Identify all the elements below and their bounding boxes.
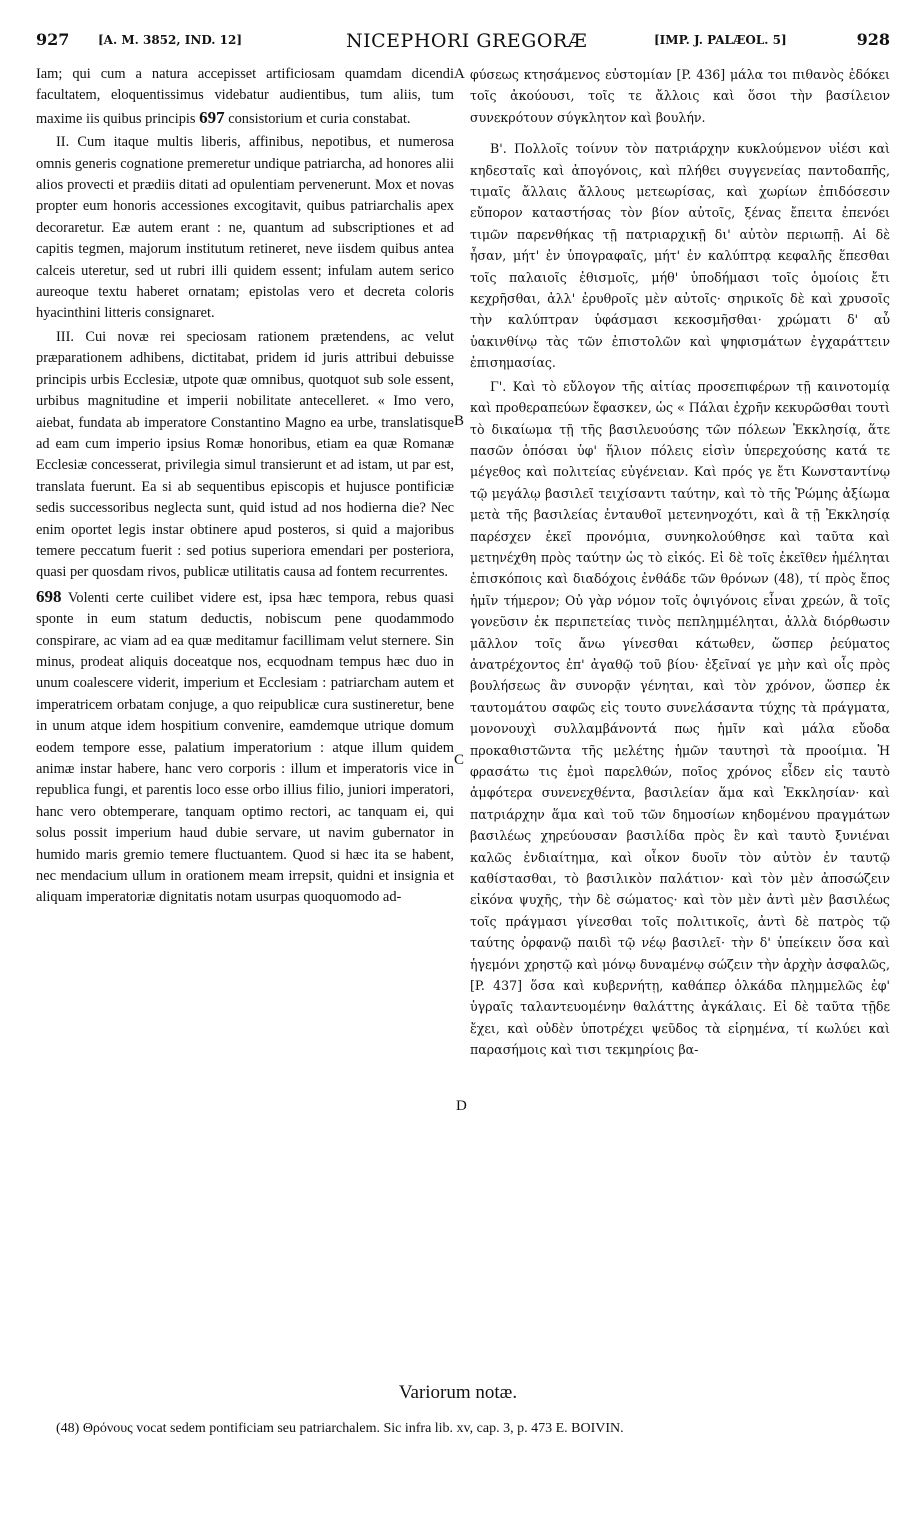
notes-heading: Variorum notæ. [398, 1382, 518, 1403]
margin-letter-a: A [454, 66, 465, 82]
page-marker-697: 697 [199, 107, 225, 127]
latin-p4-text: Volenti certe cuilibet videre est, ipsa hæc tempora, rebus quasi sponte in eum statum deductis, nobiscum pene quodammodo conspirare, ac viam ad ea quæ meditamur facillimam velut sternere. Sin minus, prodeat aliquis doceatque nos, ecquodnam tempus hæc duo in unum coalescere viderit, imperium et Ecclesiam : patriarcham autem et imperatricem orbatam conjuge, a quo reipublicæ cura sustineretur, bene in unum atque idem hospitium convenire, eamdemque utrique domum eodem tempore esse, palatium imperatorium : atque illum quidem animæ instar habere, hanc vero corporis : illum et imperatoris vice in republica fungi, et parentis loco esse orbo illius filio, juniori imperatori, hanc vero obtemperare, tanquam optimo rectori, ac tanquam ei, qui solus possit imperium haud dubie servare, ut navim gubernator in humido maris gremio temere fluctuantem. Quod si hæc ita se habent, nec mendacium ullum in orationem meam irrepsit, quidni et insignia et aliquam imperatoriæ dignitatis notam usurpas quoquomodo ad- [36, 589, 454, 906]
left-header-info: [A. M. 3852, IND. 12] [98, 33, 243, 47]
greek-paragraph-2: Β'. Πολλοῖς τοίνυν τὸν πατριάρχην κυκλούμενον υἱέσι καὶ κηδεσταῖς καὶ ἀπογόνοις, καὶ πλήθει συγγενείας παντοδαπῆς, τιμαῖς ἄλλαις ἄλλους μετεωρίσας, καὶ χωρίων ἐπιδόσεσιν εὔπορον καταστήσας τὸν βίον αὐτοῖς, ξένας ἔπειτα ἐπενόει τιμῶν παρενθήκας τῇ πατριαρχικῇ δι' αὐτὸν περιωπῇ. Αἱ δὲ ἦσαν, μήτ' ἐν ὑπογραφαῖς, μήτ' ἐν καλύπτρᾳ κεφαλῆς ἕπεσθαι τοῖς παλαιοῖς ἐθισμοῖς, μήθ' ὑποδήμασι τοῖς ὁμοίοις ἔτι κεχρῆσθαι, ἀλλ' ἐρυθροῖς μὲν αὐτοῖς· σηρικοῖς δὲ καὶ χρυσοῖς τὴν καλύπτραν ὑφάσμασι κεκοσμῆσθαι· χρώματι δ' αὖ ὑακινθίνῳ τὰς τῶν ἐπιστολῶν καὶ ψηφισμάτων ἐγχαράττειν ἐπισημασίας. [470, 141, 890, 371]
left-page-number: 927 [36, 30, 70, 49]
latin-paragraph-2: II. Cum itaque multis liberis, affinibus, nepotibus, et numerosa omnis generis cognatione premeretur undique patriarcha, ad honores alii alios provecti et prædiis ditati ad opulentiam pervenerunt. Mox et novas propter eum honoris accessiones excogitavit, quibus patriarchalis apex decoraretur. Eæ autem erant : ne, quantum ad subscriptiones et ad capitis tegmen, majorum institutum retineret, neve iisdem quibus antea calceis uteretur, sed ut rubri illi quidem essent; infulam autem serico aureoque textu haberet ornatam; epistolas vero et decreta coloris hyacinthini litteris consignaret. [36, 134, 454, 322]
greek-column [470, 64, 890, 1061]
margin-letter-c: C [454, 752, 465, 768]
latin-p1-text: Iam; qui cum a natura accepisset artificiosam quamdam dicendi facultatem, eloquentissimus videbatur audientibus, tum aliis, tum maxime iis quibus principis [36, 66, 454, 127]
running-title: NICEPHORI GREGORÆ [346, 30, 588, 52]
greek-paragraph-1: φύσεως κτησάμενος εὐστομίαν [P. 436] μάλα τοι πιθανὸς ἐδόκει τοῖς ἀκούουσι, τοῖς τε ἄλλοις καὶ ὅσοι τὴν βασίλειον συνεκρότουν σύγκλητον καὶ βουλήν. [470, 67, 890, 125]
latin-paragraph-3: III. Cui novæ rei speciosam rationem prætendens, ac velut præparationem adhibens, dictitabat, pridem id juris attribui debuisse principis urbis Ecclesiæ, utpote quæ omnibus, quotquot sub sole essent, urbibus magnitudine et imperii nobilitate antecelleret. « Imo vero, aiebat, fundata ab imperatore Constantino Magno ea urbe, translatisque ad eam cum imperio ipsius Romæ honoribus, etiam ea quæ Romanæ Ecclesiæ concesserat, privilegia simul transierunt et ad istam, ut par est, translata fuerunt. Ea si ab sequentibus episcopis et hujusce pontificiæ sedis successoribus neglecta sunt, quid istud ad nos hodierna die? Nec enim oportet legis instar obtinere apud posteros, si quid a majoribus temere peccatum fuerit : sed potius superiora emendari per posteriora, quasi per quosdam rivos, publicæ utilitatis causa ad fontem recurrentes. [36, 328, 454, 581]
right-header-info: [IMP. J. PALÆOL. 5] [654, 33, 787, 47]
margin-letter-b: B [454, 413, 465, 429]
margin-letter-d: D [456, 1098, 467, 1114]
right-page-number: 928 [856, 30, 890, 49]
greek-paragraph-3: Γ'. Καὶ τὸ εὔλογον τῆς αἰτίας προσεπιφέρων τῇ καινοτομίᾳ καὶ προθεραπεύων ἔφασκεν, ὡς « Πάλαι ἐχρῆν κεκυρῶσθαι τουτὶ τὸ δικαίωμα τῇ τῆς βασιλευούσης τῶν πόλεων Ἐκκλησίᾳ, ἅτε πασῶν ὁπόσαι ὑφ' ἥλιον πόλεις εἰσὶν ὑπερεχούσης κατά τε μέγεθος καὶ πολιτείας εὐγένειαν. Καὶ πρός γε ἔτι Κωνσταντίνῳ τῷ μεγάλῳ βασιλεῖ τειχίσαντι ταύτην, καὶ τὸ τῆς Ῥώμης ἀξίωμα μετὰ τῆς βασιλείας ἐνταυθοῖ μετενηνοχότι, καὶ ἃ τῇ Ἐκκλησίᾳ παρέσχεν ἐκεῖ προνόμια, συνηκολούθησε καὶ ταῦτα καὶ μετηνέχθη πρὸς ταύτην ὡς τὸ εἰκός. Εἰ δὲ τοῖς ἐκεῖθεν ἠμέληται ἐπισκόποις καὶ διαδόχοις ἐνθάδε τῶν θρόνων (48), τί πρὸς ἔπος ἡμῖν τήμερον; Οὐ γὰρ νόμον τοῖς ὀψιγόνοις εἶναι χρεών, ἃ τοῖς γονεῦσιν ἐκ περιπετείας τινὸς πεπλημμέληται, ἀλλὰ διόρθωσιν μᾶλλον τοῖς ἄνω γίνεσθαι κάτωθεν, ὥσπερ ῥεύματος ἀνατρέχοντος ἐπ' ἀγαθῷ τοῦ βίου· ἐξεῖναί γε μὴν καὶ οἷς πρὸς βουλήσεως ἂν συνορᾷν γένηται, καὶ τὸν χρόνον, ὥσπερ ἐκ ταυτομάτου σαφῶς εἰς τουτο συνελάσαντα τύχης τὰ πράγματα, μονονουχὶ συλλαμβάνοντά πως ἡμῖν καὶ μάλα εὔοδα προκαθιστῶντα τῆς μελέτης ἡμῶν ταυτησὶ τὰ προοίμια. Ἡ φρασάτω τις ἐμοὶ παρελθών, ποῖος χρόνος εἶδεν εἰς ταυτὸ ἀμφότερα συνενεχθέντα, βασιλείαν ἅμα καὶ Ἐκκλησίαν· καὶ πατριάρχην ἅμα καὶ τοῦ τῶν δημοσίων κηδομένου πραγμάτων βασιλέως χηρεύουσαν βασιλίδα πρὸς ἓν καὶ ταυτὸ ξυνιέναι καλῶς ἐνδιαίτημα, καὶ οἶκον δυοῖν τὸν αὐτὸν ἐν ταυτῷ καθίστασθαι, τὸ βασιλικὸν παλάτιον· καὶ τὸν μὲν ἀποσώζειν εἰκόνα ψυχῆς, τὴν δὲ σώματος· καὶ τὸν μὲν ἀντὶ μὲν βασιλέως τοῖς πράγμασι γίνεσθαι τοῖς πολιτικοῖς, ἀντὶ δὲ πατρὸς τῷ ταύτης ὀρφανῷ παιδὶ τῷ νέῳ βασιλεῖ· τὴν δ' ὑπείκειν ὅσα καὶ ἡγεμόνι χρηστῷ καὶ μόνῳ δυναμένῳ σώζειν τὴν ἀρχὴν ἀσφαλῶς, [P. 437] ὅσα καὶ κυβερνήτῃ, καθάπερ ὁλκάδα πλημμελῶς ἐφ' ὑγραῖς ταλαντευομένην θαλάττης ἀγκάλαις. Εἰ δὲ ταῦτα τῇδε ἔχει, καὶ οὐδὲν ὑποτρέχει ψεῦδος τὰ εἰρημένα, τί κωλύει καὶ παρασήμοις καὶ τισι τεκμηρίοις βα- [470, 378, 890, 1058]
footnote-48: (48) Θρόνους vocat sedem pontificiam seu patriarchalem. Sic infra lib. xv, cap. 3, p. 473 E. BOIVIN. [56, 1421, 624, 1436]
latin-column [36, 64, 454, 909]
latin-p1-end: consistorium et curia constabat. [228, 110, 411, 127]
running-header [36, 30, 890, 56]
page-marker-698: 698 [36, 586, 62, 606]
latin-paragraph-4 [36, 586, 454, 909]
latin-paragraph-1 [36, 64, 454, 130]
